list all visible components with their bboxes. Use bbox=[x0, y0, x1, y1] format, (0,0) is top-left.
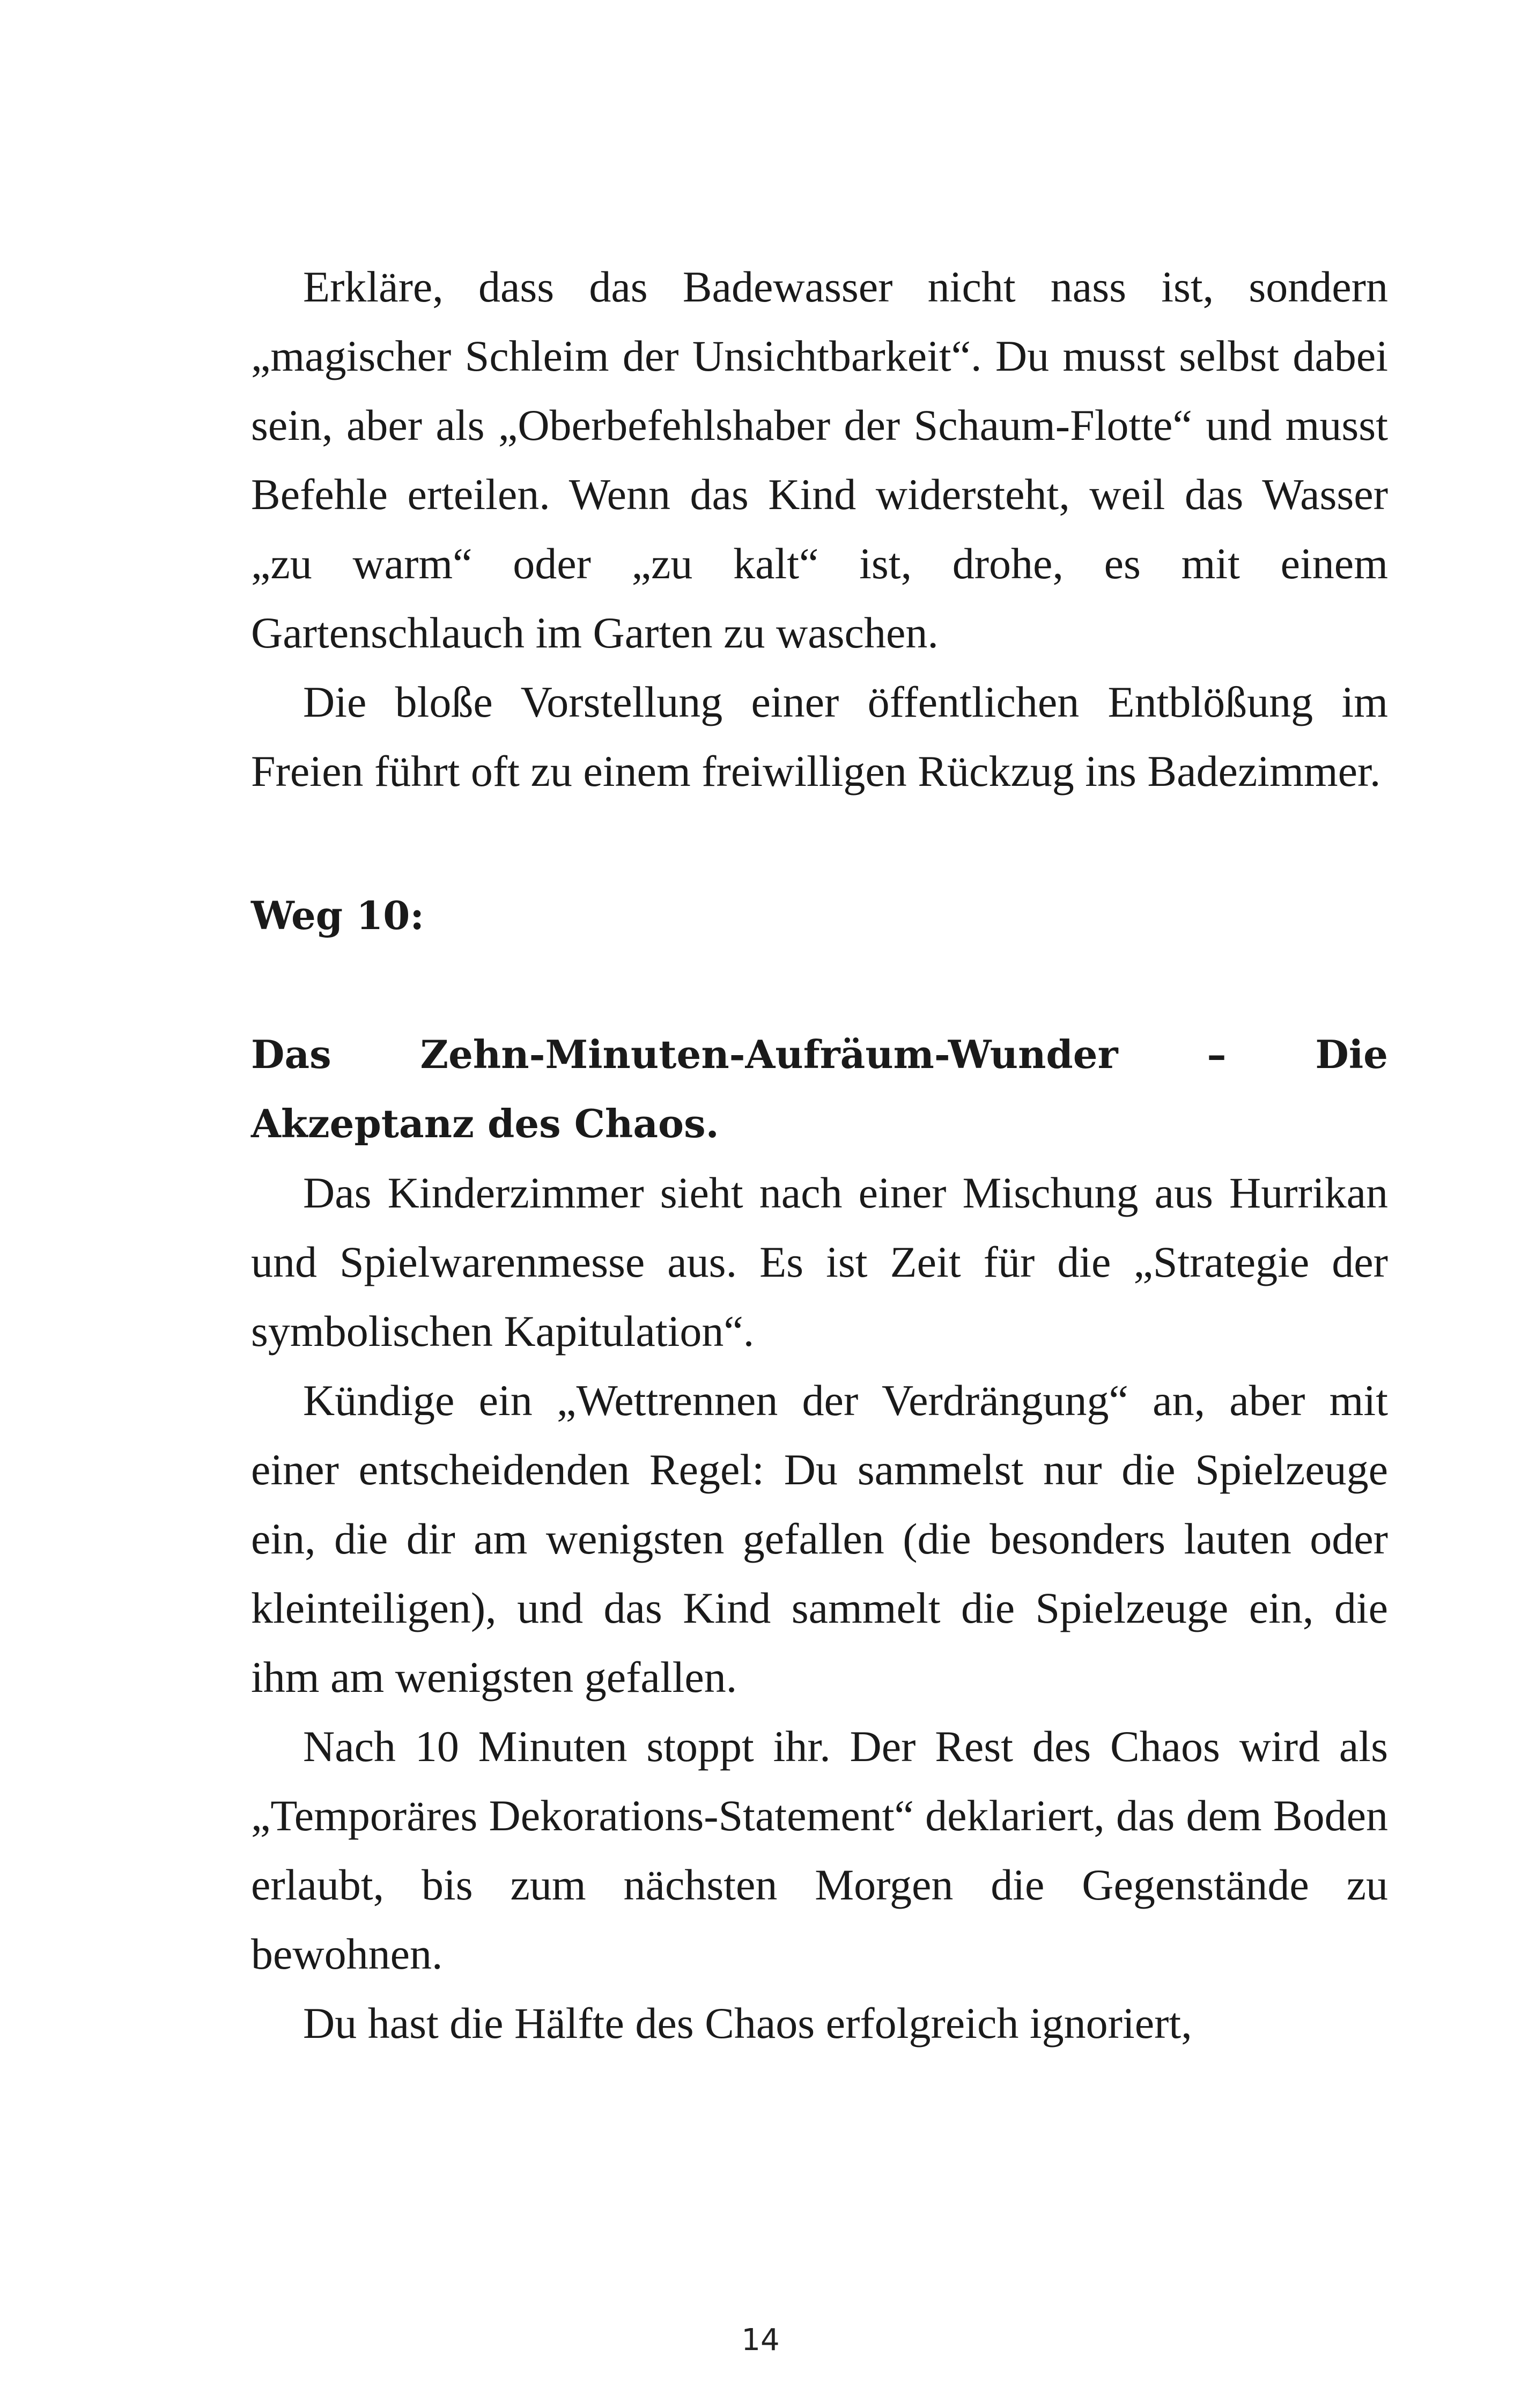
section-spacer bbox=[251, 806, 1388, 881]
paragraph-ten-minutes: Nach 10 Minuten stoppt ihr. Der Rest des Chaos wird als „Temporäres Dekorations-Statement“ deklariert, das dem Boden erlaubt, bis zum nächsten Morgen die Gegenstände zu bewohnen. bbox=[251, 1722, 1388, 1978]
paragraph-exposure: Die bloße Vorstellung einer öffentlichen Entblößung im Freien führt oft zu einem freiwilligen Rückzug ins Badezimmer. bbox=[251, 678, 1388, 796]
paragraph-race: Kündige ein „Wettrennen der Verdrängung“ an, aber mit einer entscheidenden Regel: Du sammelst nur die Spielzeuge ein, die dir am wenigsten gefallen (die besonders lauten oder kleinteiligen), und das Kind sammelt die Spielzeuge ein, die ihm am wenigsten gefallen. bbox=[251, 1376, 1388, 1702]
page-body bbox=[251, 252, 1388, 2058]
section-title: Das Zehn-Minuten-Aufräum-Wunder – Die Akzeptanz des Chaos. bbox=[251, 1032, 1388, 1146]
page-number: 14 bbox=[741, 2323, 780, 2358]
paragraph-bath: Erkläre, dass das Badewasser nicht nass ist, sondern „magischer Schleim der Unsichtbarkeit“. Du musst selbst dabei sein, aber als „Oberbefehlshaber der Schaum-Flotte“ und musst Befehle erteilen. Wenn das Kind widersteht, weil das Wasser „zu warm“ oder „zu kalt“ ist, drohe, es mit einem Gartenschlauch im Garten zu waschen. bbox=[251, 262, 1388, 657]
title-spacer bbox=[251, 950, 1388, 1020]
section-label: Weg 10: bbox=[251, 893, 424, 938]
paragraph-room: Das Kinderzimmer sieht nach einer Mischung aus Hurrikan und Spielwarenmesse aus. Es ist Zeit für die „Strategie der symbolischen Kapitulation“. bbox=[251, 1168, 1388, 1356]
paragraph-ignored: Du hast die Hälfte des Chaos erfolgreich ignoriert, bbox=[303, 1999, 1192, 2048]
